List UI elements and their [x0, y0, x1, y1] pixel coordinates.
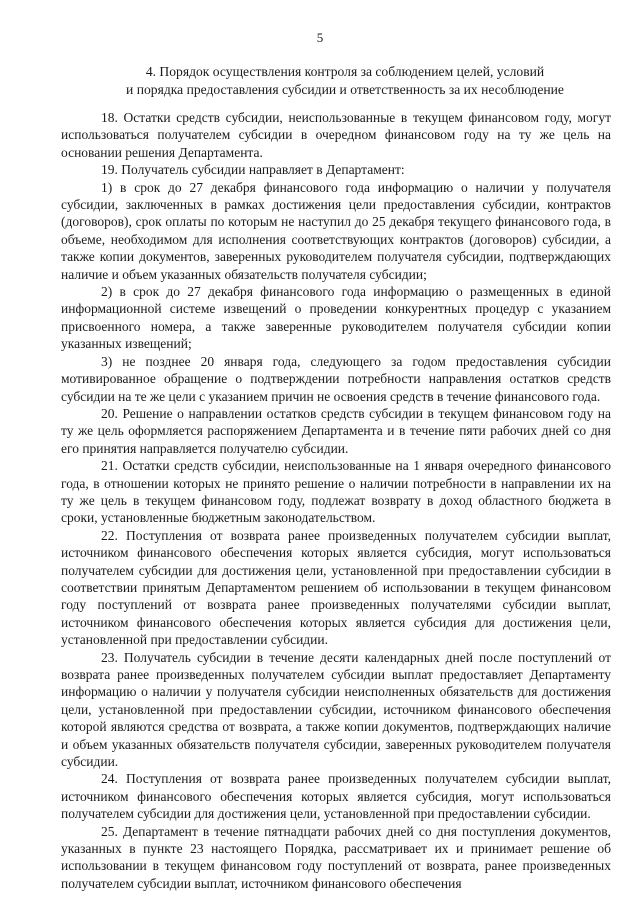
section-heading-line-2: и порядка предоставления субсидии и ответственность за их несоблюдение [126, 81, 564, 97]
document-body [61, 109, 611, 892]
section-heading [100, 63, 590, 98]
paragraph-23: 23. Получатель субсидии в течение десяти календарных дней после поступлений от возврата ранее произведенных получателем субсидии выплат предоставляет Департаменту информацию о наличии у получателя субсидии неисполненных обязательств для достижения цели, установленной при предоставлении субсидии, источником финансового обеспечения которой являются средства от возврата, а также копии документов, подтверждающих наличие и объем указанных обязательств получателя субсидии, заверенных руководителем получателя субсидии. [61, 649, 611, 770]
paragraph-19: 19. Получатель субсидии направляет в Департамент: [101, 162, 405, 178]
page-number: 5 [316, 30, 324, 45]
paragraph-18: 18. Остатки средств субсидии, неиспользованные в текущем финансовом году, могут использоваться получателем субсидии в очередном финансовом году на ту же цель на основании решения Департамента. [61, 110, 611, 160]
paragraph-24: 24. Поступления от возврата ранее произведенных получателем субсидии выплат, источником финансового обеспечения которых является субсидия, могут использоваться получателем субсидии для достижения цели, установленной при предоставлении субсидии. [61, 771, 611, 822]
paragraph-19-item-2: 2) в срок до 27 декабря финансового года информацию о размещенных в единой информационной системе извещений о проведении конкурентных процедур с указанием присвоенного номера, а также заверенные руководителем получателя субсидии копии указанных извещений; [61, 284, 611, 352]
section-heading-line-1: 4. Порядок осуществления контроля за соблюдением целей, условий [145, 64, 545, 79]
paragraph-19-item-3: 3) не позднее 20 января года, следующего за годом предоставления субсидии мотивированное обращение о подтверждении потребности направления остатков средств субсидии на те же цели с указанием причин не освоения средств в течение финансового года. [61, 353, 611, 404]
paragraph-19-item-1: 1) в срок до 27 декабря финансового года информацию о наличии у получателя субсидии, заключенных в рамках достижения цели предоставления субсидии, контрактов (договоров), срок оплаты по которым не наступил до 25 декабря текущего финансового года, в объеме, необходимом для исполнения соответствующих контрактов (договоров) субсидии, а также копии документов, заверенных руководителем получателя субсидии, подтверждающих наличие и объем указанных обязательств получателя субсидии; [61, 179, 611, 282]
paragraph-25: 25. Департамент в течение пятнадцати рабочих дней со дня поступления документов, указанных в пункте 23 настоящего Порядка, рассматривает их и принимает решение об использовании в текущем финансовом году поступлений от возврата, ранее произведенных получателем субсидии выплат, источником финансового обеспечения [61, 823, 611, 891]
paragraph-20: 20. Решение о направлении остатков средств субсидии в текущем финансовом году на ту же цель оформляется распоряжением Департамента и в течение пяти рабочих дней со дня его принятия направляется получателю субсидии. [61, 405, 611, 456]
paragraph-21: 21. Остатки средств субсидии, неиспользованные на 1 января очередного финансового года, в отношении которых не принято решение о наличии потребности в направлении их на ту же цель в текущем финансовом году, подлежат возврату в доход областного бюджета в сроки, установленные бюджетным законодательством. [61, 458, 611, 526]
paragraph-22: 22. Поступления от возврата ранее произведенных получателем субсидии выплат, источником финансового обеспечения которых является субсидия, могут использоваться получателем субсидии для достижения цели, установленной при предоставлении субсидии в соответствии принятым Департаментом решением об использовании в текущем финансовом году поступлений от возврата ранее произведенных получателями субсидии выплат, источником финансового обеспечения которых является субсидия для достижения цели, установленной при предоставлении субсидии. [61, 527, 611, 648]
